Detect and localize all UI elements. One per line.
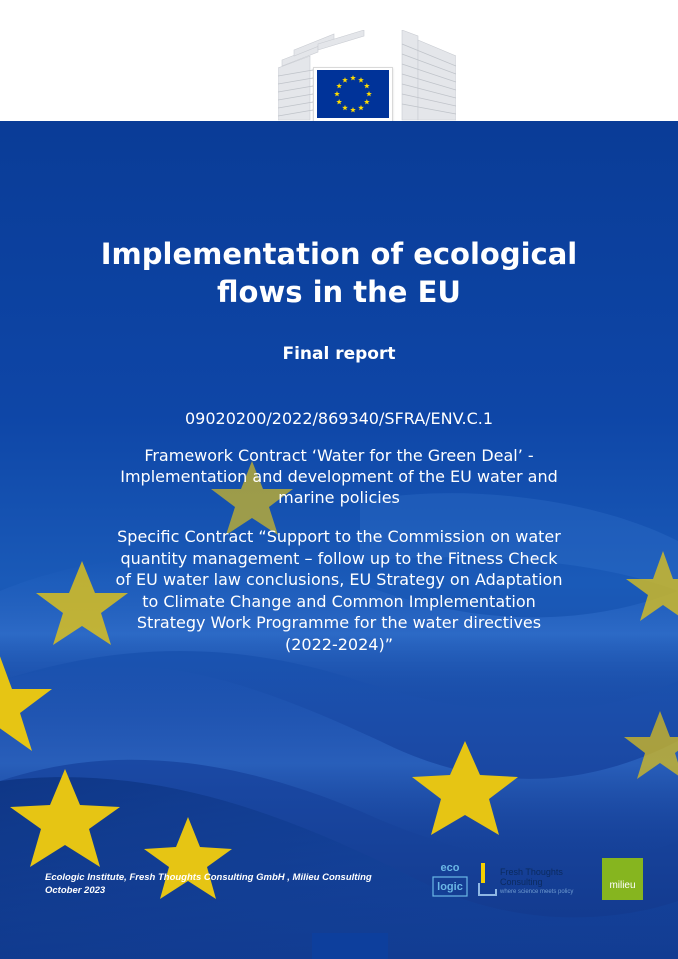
- fresh-thoughts-tagline: where science meets policy: [500, 889, 574, 895]
- specific-line: Strategy Work Programme for the water directives: [136, 613, 542, 632]
- report-title-line1: Implementation of ecological: [100, 237, 578, 271]
- milieu-text: milieu: [609, 880, 636, 891]
- fresh-thoughts-logo: [478, 858, 598, 900]
- milieu-logo: [602, 858, 643, 900]
- authors: Ecologic Institute, Fresh Thoughts Consulting GmbH , Milieu Consulting: [45, 872, 372, 883]
- publication-date: October 2023: [45, 885, 106, 896]
- fresh-thoughts-mark-icon: [478, 861, 498, 897]
- fresh-thoughts-name: [500, 867, 563, 887]
- specific-contract: [60, 526, 618, 655]
- ecologic-text-bottom: logic: [437, 881, 463, 893]
- header-band: [0, 0, 678, 121]
- report-title-line2: flows in the EU: [217, 275, 461, 309]
- framework-line: Implementation and development of the EU water and: [120, 467, 558, 486]
- framework-line: marine policies: [278, 488, 400, 507]
- authors-block: [45, 871, 372, 897]
- specific-line: quantity management – follow up to the Fitness Check: [120, 548, 558, 568]
- bottom-tab-decoration: [312, 933, 388, 959]
- framework-contract: [60, 445, 618, 508]
- specific-line: (2022-2024)”: [285, 634, 393, 654]
- specific-line: to Climate Change and Common Implementation: [142, 591, 536, 611]
- contract-id: 09020200/2022/869340/SFRA/ENV.C.1: [184, 409, 494, 428]
- fresh-thoughts-line2: Consulting: [500, 877, 543, 887]
- ecologic-text-top: eco: [440, 862, 460, 874]
- eu-flag-icon: [317, 70, 389, 118]
- framework-line: Framework Contract ‘Water for the Green Deal’ -: [144, 446, 534, 465]
- partner-logos: [430, 856, 645, 906]
- report-title: [30, 235, 648, 311]
- specific-line: Specific Contract “Support to the Commission on water: [117, 527, 561, 546]
- fresh-thoughts-line1: Fresh Thoughts: [500, 867, 563, 877]
- cover-background: [0, 121, 678, 959]
- ecologic-logo: [432, 860, 468, 898]
- report-subtitle: Final report: [282, 344, 396, 364]
- specific-line: of EU water law conclusions, EU Strategy on Adaptation: [115, 570, 563, 589]
